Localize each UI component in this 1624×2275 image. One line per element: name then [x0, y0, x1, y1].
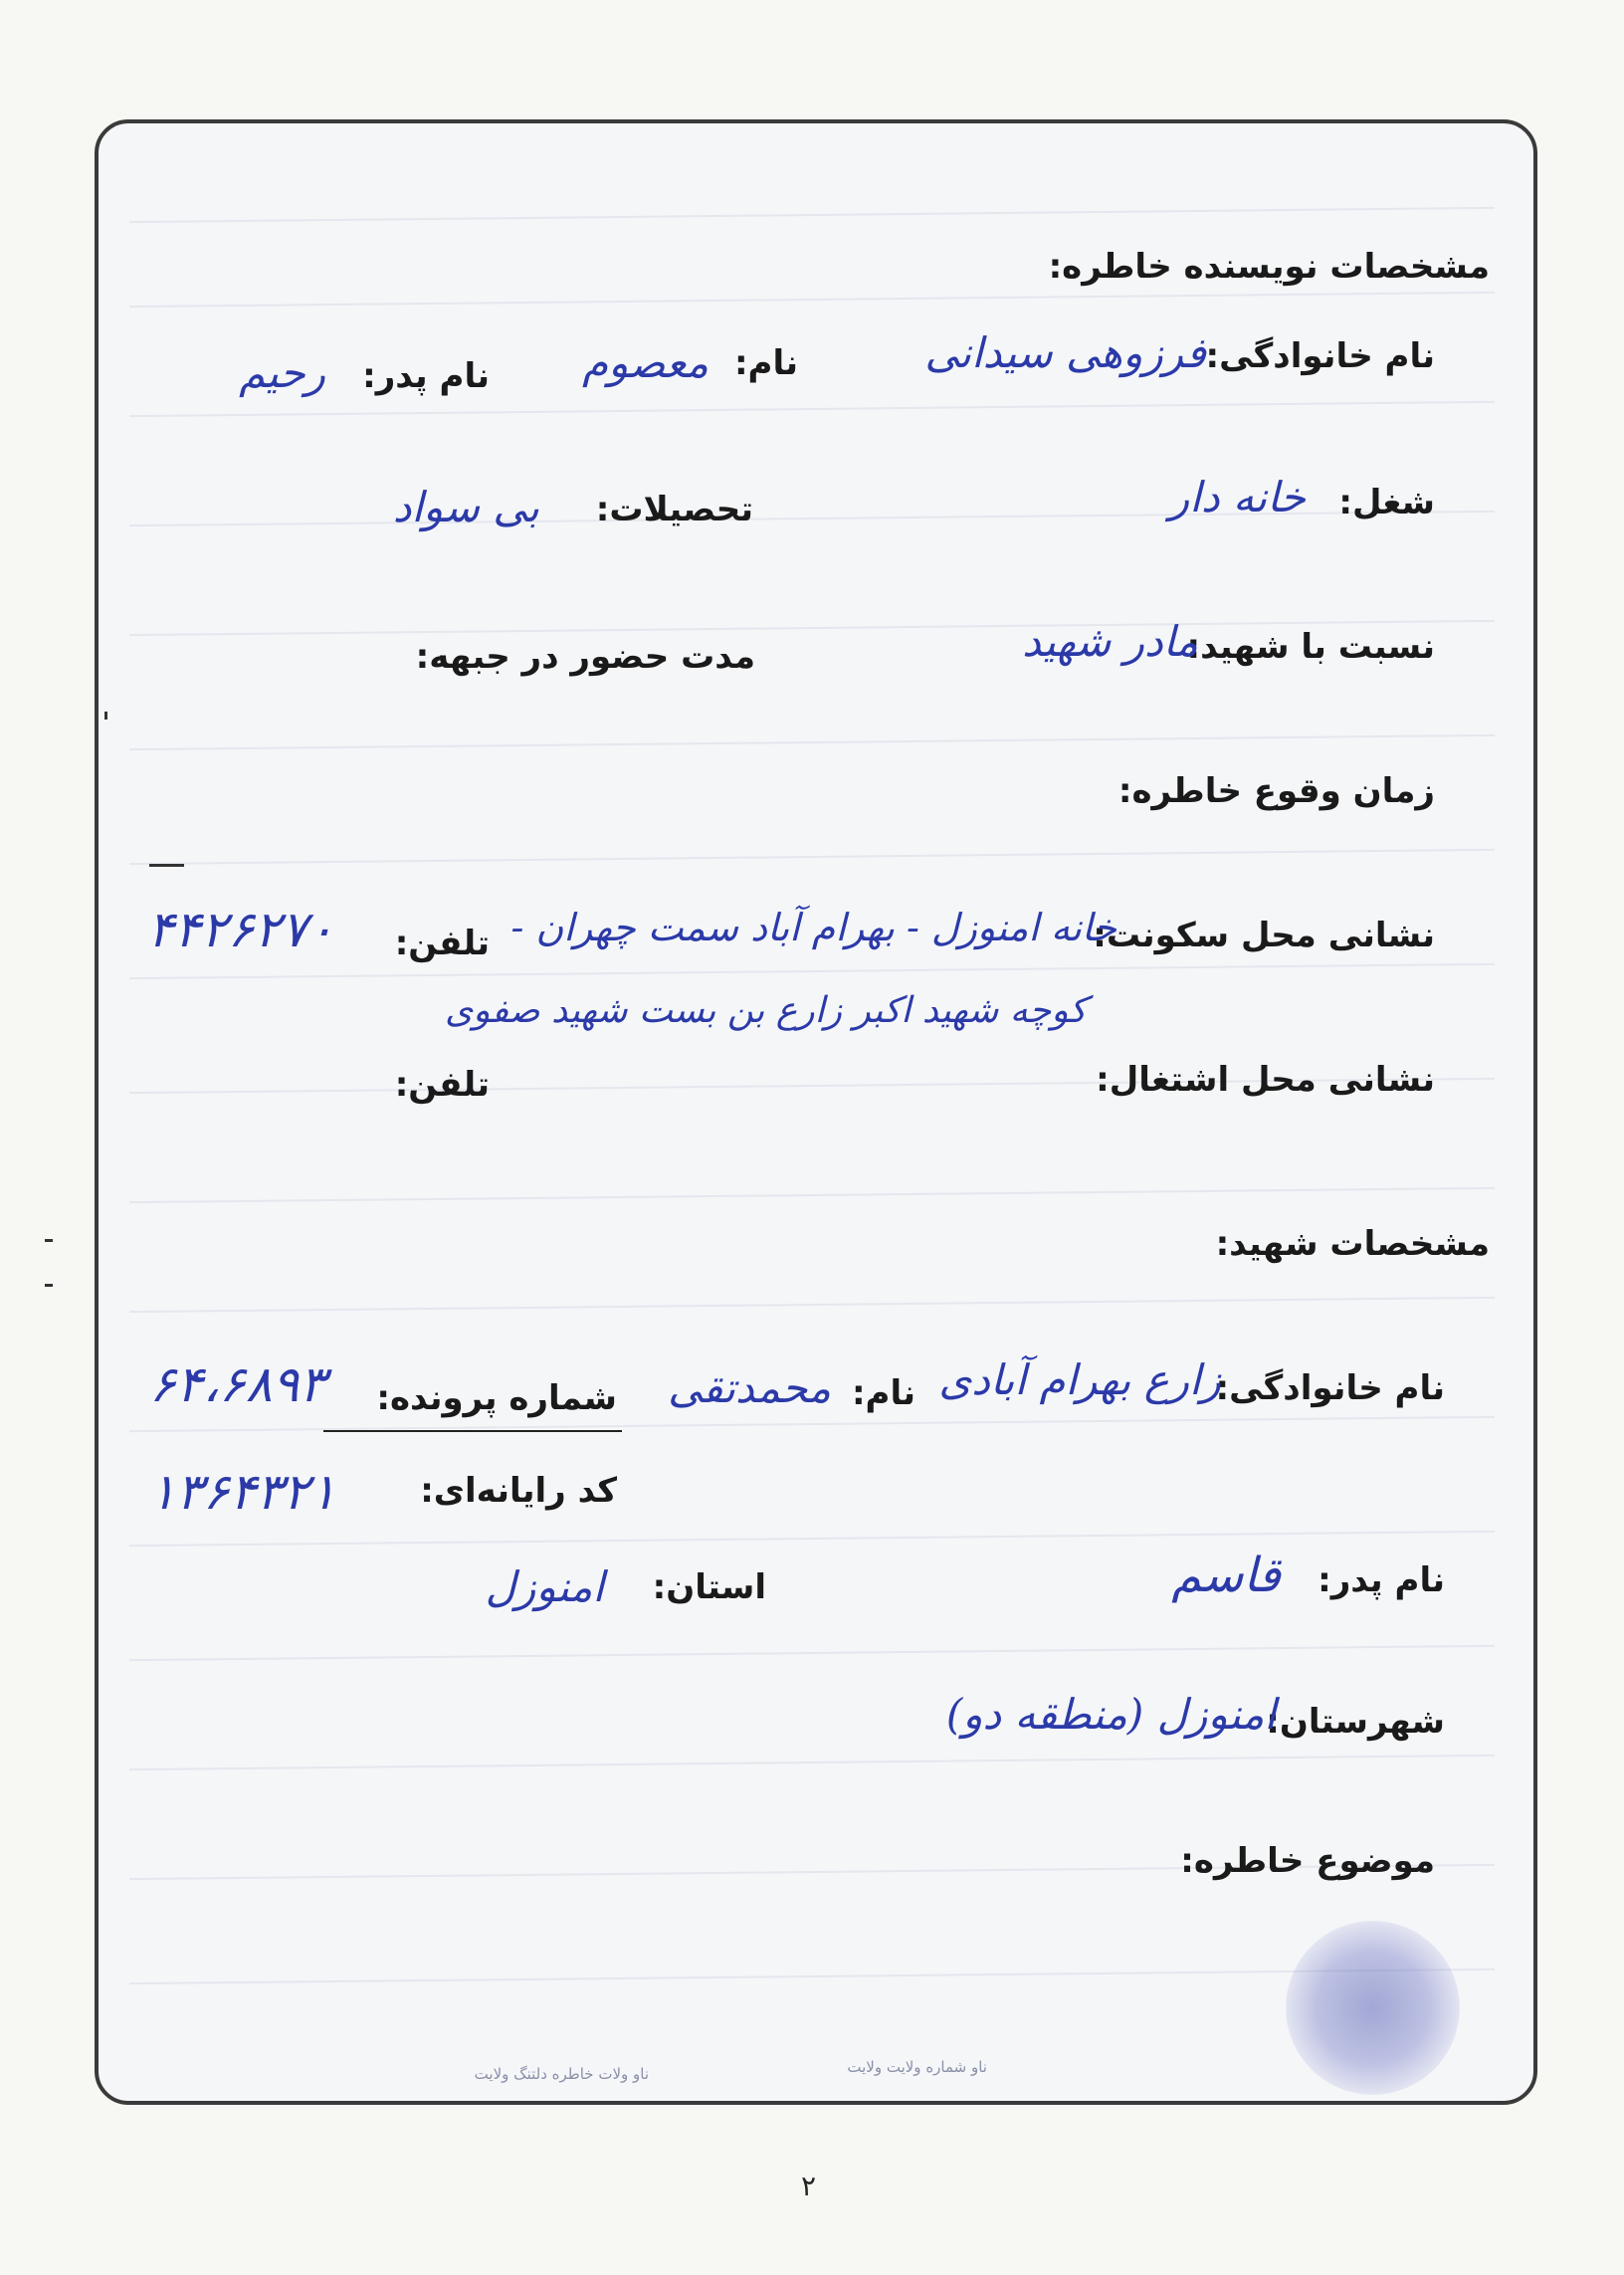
author-residence-label: نشانی محل سکونت: — [1093, 916, 1435, 955]
page-number: ۲ — [801, 2170, 817, 2202]
author-job-value: خانه دار — [1169, 473, 1306, 521]
author-relation-value: مادر شهید — [1022, 617, 1198, 666]
fingerprint-stamp — [1286, 1921, 1460, 2095]
martyr-subject-label: موضوع خاطره: — [1180, 1841, 1435, 1881]
author-phone-value: ۴۴۲۶۲۷۰ — [147, 901, 334, 958]
author-relation-label: نسبت با شهید: — [1186, 627, 1435, 667]
author-residence-value-line2: کوچه شهید اکبر زارع بن بست شهید صفوی — [444, 990, 1087, 1031]
file-number-underline — [323, 1430, 622, 1432]
martyr-name-value: محمدتقی — [668, 1363, 831, 1412]
martyr-name-label: نام: — [851, 1373, 915, 1413]
martyr-father-name-value: قاسم — [1171, 1548, 1281, 1603]
footer-bleed-text: ناو شماره ولایت ولایت — [847, 2058, 987, 2076]
margin-mark — [149, 864, 184, 867]
martyr-city-value: امنوزل (منطقه دو) — [945, 1690, 1276, 1739]
author-family-name-value: فرزوهی سیدانی — [924, 328, 1206, 377]
author-phone-label: تلفن: — [394, 924, 490, 963]
martyr-family-name-label: نام خانوادگی: — [1215, 1368, 1445, 1408]
martyr-computer-code-value: ۱۳۶۴۳۲۱ — [149, 1463, 336, 1521]
martyr-family-name-value: زارع بهرام آبادی — [938, 1355, 1221, 1404]
author-work-phone-label: تلفن: — [394, 1065, 490, 1105]
author-name-label: نام: — [733, 343, 798, 383]
martyr-province-value: امنوزل — [485, 1562, 604, 1611]
author-residence-value-line1: خانه امنوزل - بهرام آباد سمت چهران - — [510, 906, 1116, 949]
author-education-value: بی سواد — [392, 483, 539, 531]
martyr-file-number-label: شماره پرونده: — [376, 1378, 617, 1418]
author-family-name-label: نام خانوادگی: — [1205, 336, 1435, 376]
author-front-duration-label: مدت حضور در جبهه: — [415, 637, 755, 677]
martyr-city-label: شهرستان: — [1266, 1702, 1445, 1742]
margin-mark — [45, 1239, 53, 1242]
author-job-label: شغل: — [1338, 483, 1435, 522]
martyr-computer-code-label: کد رایانه‌ای: — [420, 1471, 617, 1511]
author-father-name-value: رحیم — [239, 348, 325, 397]
martyr-file-number-value: ۶۴،۶۸۹۳ — [149, 1355, 326, 1413]
author-name-value: معصوم — [582, 338, 709, 387]
author-father-name-label: نام پدر: — [362, 356, 490, 396]
form-frame — [95, 119, 1537, 2105]
author-heading: مشخصات نویسنده خاطره: — [1048, 247, 1490, 287]
martyr-heading: مشخصات شهید: — [1215, 1224, 1490, 1264]
author-work-address-label: نشانی محل اشتغال: — [1096, 1060, 1435, 1100]
author-memory-time-label: زمان وقوع خاطره: — [1117, 771, 1435, 811]
martyr-father-name-label: نام پدر: — [1318, 1560, 1445, 1600]
martyr-province-label: استان: — [652, 1567, 766, 1607]
margin-mark — [45, 1284, 53, 1287]
margin-mark — [104, 712, 107, 720]
footer-bleed-text: ناو ولات خاطره دلتنگ ولایت — [474, 2065, 649, 2083]
author-education-label: تحصیلات: — [595, 490, 753, 529]
